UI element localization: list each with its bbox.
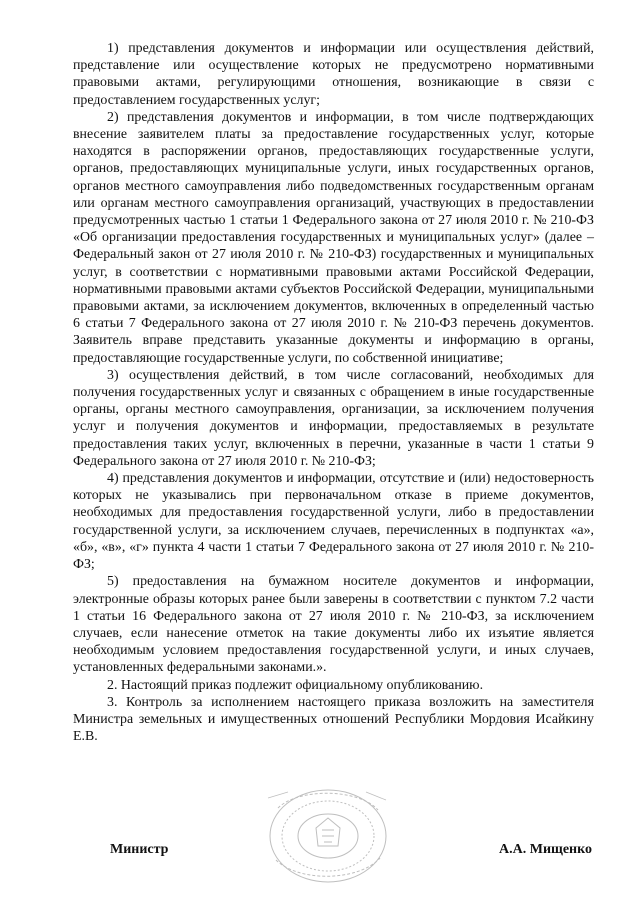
- paragraph-item-5: 5) предоставления на бумажном носителе документов и информации, электронные образы которых ранее были заверены в соответствии с пунктом 7.2 части 1 статьи 16 Федерального закона от 27 июля 2010 г. № 210-ФЗ, за исключением случаев, если нанесение отметок на такие документы либо их изъятие является необходимым условием предоставления государственной услуги, и иных случаев, установленных федеральными законами.».: [73, 574, 594, 676]
- signatory-position: Министр: [110, 842, 169, 857]
- paragraph-item-2: 2) представления документов и информации, в том числе подтверждающих внесение заявителем платы за предоставление государственных услуг, которые находятся в распоряжении органов, предоставляющих государственные услуги, органов, предоставляющих муниципальные услуги, иных государственных органов, органов местного самоуправления либо подведомственных государственным органам или органам местного самоуправления организаций, участвующих в предоставлении предусмотренных частью 1 статьи 1 Федерального закона от 27 июля 2010 г. № 210-ФЗ «Об организации предоставления государственных и муниципальных услуг» (далее – Федеральный закон от 27 июля 2010 г. № 210-ФЗ) государственных и муниципальных услуг, в соответствии с нормативными правовыми актами Российской Федерации, нормативными правовыми актами субъектов Российской Федерации, муниципальными правовыми актами, за исключением документов, включенных в определенный частью 6 статьи 7 Федерального закона от 27 июля 2010 г. № 210-ФЗ перечень документов. Заявитель вправе представить указанные документы и информацию в органы, предоставляющие государственные услуги, по собственной инициативе;: [73, 109, 594, 366]
- official-seal-stamp: [258, 778, 396, 888]
- paragraph-publication: 2. Настоящий приказ подлежит официальному опубликованию.: [107, 677, 484, 693]
- paragraph-item-4: 4) представления документов и информации, отсутствие и (или) недостоверность которых не указывались при первоначальном отказе в приеме документов, необходимых для предоставления государственной услуги, либо в предоставлении государственной услуги, за исключением случаев, перечисленных в подпунктах «а», «б», «в», «г» пункта 4 части 1 статьи 7 Федерального закона от 27 июля 2010 г. № 210-ФЗ;: [73, 471, 594, 573]
- signatory-name: А.А. Мищенко: [499, 842, 592, 857]
- paragraph-control: 3. Контроль за исполнением настоящего приказа возложить на заместителя Министра земельных и имущественных отношений Республики Мордовия Исайкину Е.В.: [73, 694, 594, 745]
- paragraph-item-3: 3) осуществления действий, в том числе согласований, необходимых для получения государственных услуг и связанных с обращением в иные государственные органы, органы местного самоуправления, организации, за исключением получения услуг и получения документов и информации, предоставляемых в результате предоставления таких услуг, включенных в перечни, указанные в части 1 статьи 9 Федерального закона от 27 июля 2010 г. № 210-ФЗ;: [73, 367, 594, 469]
- document-body: [73, 40, 594, 745]
- signature-row: [110, 842, 592, 862]
- paragraph-item-1: 1) представления документов и информации или осуществления действий, представление или осуществление которых не предусмотрено нормативными правовыми актами, регулирующими отношения, возникающие в связи с предоставлением государственных услуг;: [73, 41, 594, 108]
